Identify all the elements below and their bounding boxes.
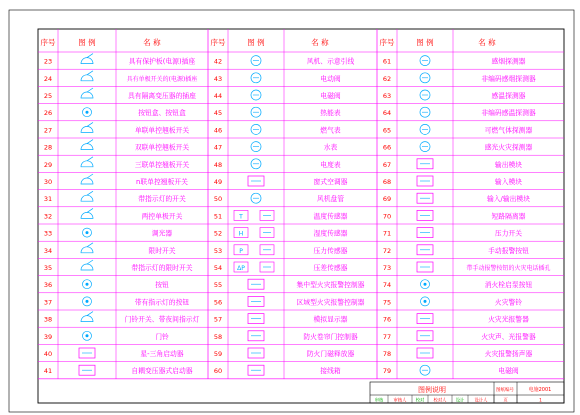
mimic-display-icon	[248, 314, 264, 324]
legend-row	[383, 124, 533, 134]
star-delta-starter-icon	[79, 348, 95, 358]
title-block	[370, 382, 564, 404]
title-cell: 页	[503, 398, 508, 404]
header-symbol: 图 例	[78, 38, 96, 47]
row-name: 具有隔离变压器的插座	[128, 92, 196, 100]
junction-box-icon	[248, 365, 264, 375]
row-seq: 23	[43, 57, 53, 66]
legend-row	[383, 90, 526, 100]
legend-row	[44, 191, 186, 203]
legend-row	[214, 107, 341, 117]
row-seq: 78	[382, 350, 392, 358]
doorbell-switch-icon	[81, 312, 93, 322]
drawing-title: 图例说明	[418, 386, 446, 394]
row-seq: 47	[213, 143, 223, 152]
legend-row	[214, 262, 348, 272]
row-name: 调光器	[151, 229, 173, 238]
double-switch-icon	[81, 140, 93, 150]
row-seq: 77	[382, 332, 392, 341]
legend-row	[383, 193, 530, 203]
row-seq: 31	[43, 195, 53, 204]
row-name: 非编码感温探测器	[481, 109, 536, 118]
solenoid-valve-icon	[251, 90, 261, 100]
row-seq: 30	[43, 178, 53, 186]
area-fire-panel-icon	[248, 296, 264, 306]
row-name: 限时开关	[148, 246, 176, 255]
symbol-body	[81, 195, 93, 201]
legend-row	[214, 73, 341, 83]
gas-meter-icon	[251, 124, 261, 134]
inner-frame	[38, 29, 564, 403]
legend-row	[44, 54, 196, 66]
row-seq: 32	[43, 212, 53, 221]
row-seq: 79	[382, 367, 392, 376]
legend-row	[383, 331, 536, 341]
symbol-lever	[87, 140, 93, 144]
row-name: 热能表	[320, 109, 341, 118]
row-name: 单联单控翘板开关	[134, 126, 190, 135]
row-seq: 70	[382, 212, 392, 221]
row-seq: 62	[382, 74, 392, 83]
legend-row	[44, 297, 190, 307]
symbol-lever	[87, 71, 93, 75]
row-seq: 38	[43, 315, 53, 324]
symbol-lever	[87, 122, 93, 126]
motor-valve-icon	[251, 73, 261, 83]
audio-visual-alarm-icon	[417, 331, 433, 341]
visual-alarm-icon	[417, 314, 433, 324]
legend-row	[214, 142, 338, 152]
fire-bell-icon	[421, 297, 430, 306]
row-name: 带手动报警按钮的火灾电话插孔	[466, 265, 551, 272]
legend-row	[44, 228, 173, 238]
row-name: 自耦变压器式启动器	[131, 367, 193, 376]
symbol-dot	[86, 300, 89, 303]
row-name: 风机盘管	[316, 195, 345, 204]
legend-row	[44, 122, 190, 134]
legend-row	[383, 107, 536, 117]
heat-meter-icon	[251, 107, 261, 117]
symbol-lever	[87, 260, 93, 264]
sensor-letter: P	[239, 247, 243, 255]
door-holder-icon	[248, 348, 264, 358]
row-seq: 73	[382, 264, 392, 272]
row-name: 防火卷帘门控制器	[303, 332, 358, 341]
symbol-dot	[86, 111, 89, 114]
row-seq: 61	[382, 57, 392, 66]
row-seq: 65	[382, 126, 392, 135]
row-name: 星-三角启动器	[140, 350, 184, 358]
symbol-body	[81, 58, 93, 64]
symbol-lever	[87, 191, 93, 195]
row-seq: 44	[213, 92, 223, 100]
fan-coil-icon	[251, 193, 261, 203]
symbol-lever	[87, 88, 93, 92]
row-name: 两控单极开关	[141, 212, 183, 221]
row-name: 感烟探测器	[491, 57, 526, 66]
header-seq: 序号	[379, 38, 395, 47]
row-name: 电度表	[320, 160, 341, 169]
legend-row	[214, 210, 348, 220]
legend-row	[214, 176, 348, 186]
row-seq: 66	[382, 143, 392, 152]
legend-column-1	[41, 37, 200, 375]
header-symbol: 图 例	[247, 38, 265, 47]
row-name: 防火门磁释放器	[306, 350, 355, 358]
temperature-sensor-icon	[234, 210, 274, 220]
manual-call-point-icon	[417, 245, 433, 255]
legend-row	[44, 280, 169, 290]
sensor-letter: ΔP	[237, 265, 245, 272]
row-seq: 43	[213, 74, 223, 83]
row-seq: 76	[382, 315, 392, 324]
row-seq: 69	[382, 195, 392, 204]
heat-detector-icon	[420, 90, 430, 100]
legend-row	[214, 159, 341, 169]
title-cell: 校对	[415, 398, 425, 404]
timer-indicator-switch-icon	[81, 260, 93, 270]
row-name: 火灾警铃	[494, 298, 523, 307]
legend-row	[383, 56, 526, 66]
row-seq: 24	[43, 74, 53, 83]
row-seq: 57	[213, 315, 223, 324]
symbol-body	[81, 178, 93, 184]
row-seq: 36	[43, 281, 53, 290]
legend-row	[44, 312, 200, 324]
header-name: 名 称	[311, 38, 329, 47]
legend-row	[383, 142, 533, 152]
row-name: 消火栓启泵按钮	[484, 281, 533, 290]
symbol-lever	[87, 174, 93, 178]
non-coded-heat-detector-icon	[420, 107, 430, 117]
row-seq: 63	[382, 92, 392, 100]
legend-row	[44, 331, 169, 341]
row-name: 带有指示灯的按钮	[134, 298, 190, 307]
row-name: 火灾光报警器	[488, 315, 529, 324]
flame-detector-icon	[420, 142, 430, 152]
row-name: 湿度传感器	[313, 229, 348, 238]
legend-row	[383, 314, 529, 324]
row-name: 感温探测器	[491, 92, 526, 100]
title-block-row-2	[375, 395, 542, 404]
title-cell: 审核	[374, 398, 384, 404]
indicator-switch-icon	[81, 191, 93, 201]
row-seq: 53	[213, 246, 223, 255]
water-meter-icon	[251, 142, 261, 152]
symbol-lever	[87, 157, 93, 161]
row-seq: 40	[43, 350, 53, 358]
legend-row	[214, 90, 341, 100]
drawing-no: 电施2001	[528, 387, 552, 393]
dimmer-icon	[83, 228, 92, 237]
two-way-switch-icon	[81, 208, 93, 218]
title-cell: 审核人	[393, 398, 407, 404]
legend-row	[383, 73, 536, 83]
switched-socket-icon	[81, 71, 93, 81]
button-box-icon	[83, 108, 92, 117]
row-name: 集中型火灾报警控制器	[296, 281, 365, 290]
row-name: 压力传感器	[313, 246, 348, 255]
symbol-dot	[86, 334, 89, 337]
row-name: 输出模块	[494, 160, 523, 169]
sensor-letter: T	[239, 213, 243, 221]
header-name: 名 称	[478, 38, 496, 47]
io-module-icon	[417, 193, 433, 203]
legend-row	[214, 314, 348, 324]
symbol-dot	[86, 231, 89, 234]
row-name: 可燃气体探测器	[484, 126, 533, 135]
solenoid-valve-2-icon	[420, 365, 430, 375]
legend-row	[383, 159, 522, 169]
legend-row	[214, 245, 348, 255]
row-seq: 55	[213, 281, 223, 290]
row-seq: 56	[213, 298, 223, 307]
row-seq: 74	[382, 281, 392, 290]
gas-detector-icon	[420, 124, 430, 134]
row-seq: 33	[43, 229, 53, 238]
legend-row	[214, 124, 341, 134]
legend-row	[383, 348, 533, 358]
symbol-lever	[87, 312, 93, 316]
doorbell-icon	[83, 331, 92, 340]
row-seq: 72	[382, 246, 392, 255]
non-coded-smoke-detector-icon	[420, 73, 430, 83]
row-name: 带指示灯的限时开关	[131, 264, 193, 272]
row-seq: 45	[213, 109, 223, 118]
row-name: 按钮盒、按钮盒	[138, 109, 186, 118]
row-seq: 71	[382, 229, 392, 238]
symbol-body	[81, 264, 93, 270]
alarm-speaker-icon	[417, 348, 433, 358]
legend-row	[214, 228, 348, 238]
row-name: 压力开关	[494, 229, 523, 238]
legend-row	[383, 176, 522, 186]
row-name: 水表	[323, 143, 338, 152]
central-fire-panel-icon	[248, 279, 264, 289]
row-name: 双联单控翘板开关	[134, 143, 190, 152]
output-module-icon	[417, 159, 433, 169]
legend-row	[383, 262, 551, 272]
sensor-letter: H	[238, 230, 244, 238]
legend-row	[383, 245, 529, 255]
single-switch-icon	[81, 122, 93, 132]
row-name: 门铃	[155, 332, 169, 341]
row-name: 风机、示意引线	[306, 57, 355, 66]
symbol-dot	[424, 300, 427, 303]
push-button-icon	[83, 280, 92, 289]
differential-pressure-sensor-icon	[234, 262, 274, 272]
row-seq: 46	[213, 126, 223, 135]
row-seq: 35	[43, 264, 53, 272]
row-seq: 42	[213, 57, 223, 66]
row-name: 手动报警按钮	[488, 246, 529, 255]
row-seq: 59	[213, 350, 223, 358]
legend-row	[44, 348, 184, 358]
humidity-sensor-icon	[234, 228, 274, 238]
row-name: 火灾报警扬声器	[484, 350, 533, 358]
row-seq: 25	[43, 92, 53, 100]
row-seq: 52	[213, 229, 223, 238]
row-seq: 39	[43, 332, 53, 341]
row-name: 非编码感烟探测器	[481, 74, 536, 83]
symbol-lever	[87, 54, 93, 58]
row-name: 区域型火灾报警控制器	[296, 298, 365, 307]
header-seq: 序号	[40, 38, 56, 47]
triple-switch-icon	[81, 157, 93, 167]
row-name: 电磁阀	[320, 92, 341, 100]
row-seq: 49	[213, 178, 223, 186]
row-seq: 68	[382, 178, 392, 186]
row-name: 按钮	[155, 281, 169, 290]
row-name: 电动阀	[320, 74, 341, 83]
input-module-icon	[417, 176, 433, 186]
row-name: 带指示灯的开关	[138, 195, 186, 204]
indicator-button-icon	[83, 297, 92, 306]
fan-icon	[251, 56, 261, 66]
legend-row	[383, 297, 522, 307]
row-name: 具有保护板(电源)插座	[128, 57, 196, 66]
row-name: 压差传感器	[313, 264, 348, 272]
electric-meter-icon	[251, 159, 261, 169]
row-name: 燃气表	[320, 126, 341, 135]
symbol-body	[81, 144, 93, 150]
row-name: 电磁阀	[498, 367, 519, 376]
transformer-socket-icon	[81, 88, 93, 98]
legend-row	[44, 140, 190, 152]
legend-column-3	[380, 37, 551, 375]
legend-row	[214, 331, 358, 341]
legend-row	[44, 108, 186, 118]
row-seq: 75	[382, 298, 392, 307]
isolator-icon	[417, 210, 433, 220]
legend-row	[44, 365, 193, 375]
row-seq: 41	[43, 367, 53, 376]
row-seq: 51	[213, 212, 223, 221]
n-switch-icon	[81, 174, 93, 184]
symbol-body	[81, 126, 93, 132]
legend-row	[214, 193, 344, 203]
symbol-body	[81, 212, 93, 218]
call-point-phone-jack-icon	[417, 262, 433, 272]
symbol-body	[81, 247, 93, 253]
row-name: 输入/输出模块	[486, 195, 531, 204]
legend-row	[44, 157, 190, 169]
row-seq: 26	[43, 109, 53, 118]
row-name: 接线箱	[320, 367, 341, 376]
row-seq: 28	[43, 143, 53, 152]
row-name: 模拟显示器	[313, 315, 348, 324]
row-seq: 58	[213, 332, 223, 341]
row-seq: 27	[43, 126, 53, 135]
row-seq: 67	[382, 160, 392, 169]
legend-column-2	[211, 37, 365, 375]
row-name: 窗式空调器	[313, 178, 348, 186]
legend-row	[383, 365, 519, 375]
window-ac-icon	[248, 176, 264, 186]
header-seq: 序号	[210, 38, 226, 47]
legend-row	[44, 71, 197, 83]
row-seq: 37	[43, 298, 53, 307]
row-name: 输入模块	[494, 178, 523, 186]
row-name: 门铃开关、带夜间指示灯	[124, 315, 200, 324]
pressure-sensor-icon	[234, 245, 274, 255]
title-cell: 校对人	[433, 398, 447, 404]
row-name: 火灾声、光报警器	[481, 332, 536, 341]
symbol-body	[81, 161, 93, 167]
header-symbol: 图 例	[416, 38, 434, 47]
legend-row	[44, 260, 193, 272]
row-seq: 54	[213, 264, 223, 272]
socket-icon	[81, 54, 93, 64]
header-name: 名 称	[143, 38, 161, 47]
legend-row	[383, 210, 526, 220]
row-seq: 29	[43, 160, 53, 169]
symbol-lever	[87, 243, 93, 247]
title-cell: 设计	[455, 398, 465, 404]
row-seq: 48	[213, 160, 223, 169]
timer-switch-icon	[81, 243, 93, 253]
row-name: 短路隔离器	[491, 212, 526, 221]
symbol-dot	[424, 283, 427, 286]
row-seq: 34	[43, 246, 53, 255]
drawing-no-label: 图纸编号	[496, 388, 514, 393]
row-name: n联单控翘板开关	[136, 178, 188, 186]
symbol-body	[81, 75, 93, 81]
title-cell: 1	[539, 398, 542, 404]
hydrant-pump-button-icon	[421, 280, 430, 289]
legend-row	[44, 243, 176, 255]
legend-row	[44, 88, 196, 100]
legend-row	[214, 365, 341, 375]
pressure-switch-icon	[417, 228, 433, 238]
legend-row	[214, 279, 365, 289]
symbol-dot	[86, 283, 89, 286]
autotransformer-starter-icon	[79, 365, 95, 375]
title-cell: 设计人	[474, 398, 488, 404]
row-seq: 64	[382, 109, 392, 118]
row-seq: 60	[213, 367, 223, 376]
symbol-lever	[87, 208, 93, 212]
row-name: 感光火灾探测器	[484, 143, 533, 152]
row-seq: 50	[213, 195, 223, 204]
legend-row	[214, 296, 365, 306]
legend-row	[383, 228, 522, 238]
smoke-detector-icon	[420, 56, 430, 66]
row-name: 温度传感器	[313, 212, 348, 221]
fire-shutter-controller-icon	[248, 331, 264, 341]
legend-row	[44, 208, 183, 220]
row-name: 三联单控翘板开关	[134, 160, 190, 169]
row-name: 具有单极开关的(电源)插座	[126, 75, 198, 83]
symbol-body	[81, 92, 93, 98]
symbol-body	[81, 316, 93, 322]
legend-row	[383, 280, 533, 290]
